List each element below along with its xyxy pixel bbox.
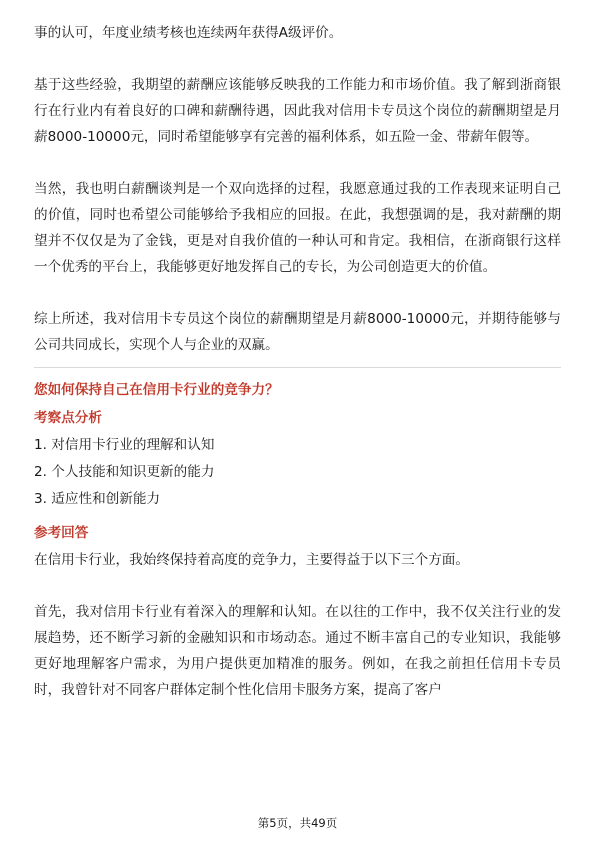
page-footer: 第5页，共49页 [257,816,338,830]
analysis-title: 考察点分析 [34,410,102,426]
paragraph-1: 事的认可，年度业绩考核也连续两年获得A级评价。 [34,25,343,41]
paragraph-2: 基于这些经验，我期望的薪酬应该能够反映我的工作能力和市场价值。我了解到浙商银行在行业内有着良好的口碑和薪酬待遇，因此我对信用卡专员这个岗位的薪酬期望是月薪8000-10000元，同时希望能够享有完善的福利体系，如五险一金、带薪年假等。 [34,77,561,145]
answer-paragraph-2: 首先，我对信用卡行业有着深入的理解和认知。在以往的工作中，我不仅关注行业的发展趋势，还不断学习新的金融知识和市场动态。通过不断丰富自己的专业知识，我能够更好地理解客户需求，为用户提供更加精准的服务。例如，在我之前担任信用卡专员时，我曾针对不同客户群体定制个性化信用卡服务方案，提高了客户 [34,604,561,698]
answer-paragraph-1: 在信用卡行业，我始终保持着高度的竞争力，主要得益于以下三个方面。 [34,552,469,568]
question-heading: 您如何保持自己在信用卡行业的竞争力？ [34,382,279,398]
analysis-points [34,432,561,513]
page-content [34,20,561,703]
answer-title: 参考回答 [34,525,89,541]
section-divider [34,367,561,368]
analysis-point-2: 2. 个人技能和知识更新的能力 [34,464,215,480]
analysis-point-1: 1. 对信用卡行业的理解和认知 [34,437,215,453]
paragraph-3: 当然，我也明白薪酬谈判是一个双向选择的过程，我愿意通过我的工作表现来证明自己的价值，同时也希望公司能够给予我相应的回报。在此，我想强调的是，我对薪酬的期望并不仅仅是为了金钱，更是对自我价值的一种认可和肯定。我相信，在浙商银行这样一个优秀的平台上，我能够更好地发挥自己的专长，为公司创造更大的价值。 [34,181,561,275]
analysis-point-3: 3. 适应性和创新能力 [34,491,161,507]
paragraph-4: 综上所述，我对信用卡专员这个岗位的薪酬期望是月薪8000-10000元，并期待能够与公司共同成长，实现个人与企业的双赢。 [34,311,561,353]
